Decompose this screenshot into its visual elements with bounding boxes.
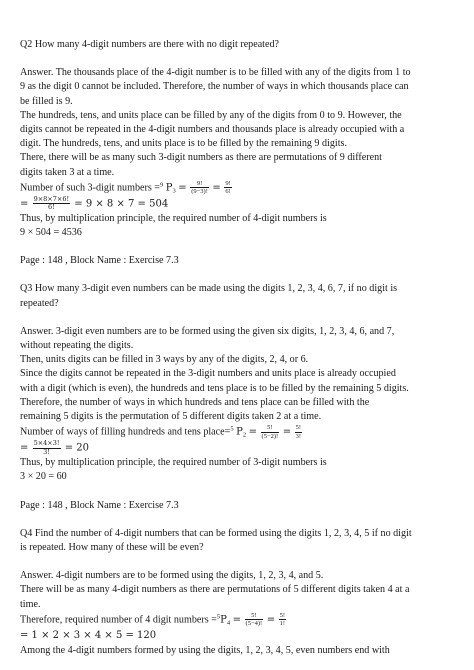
q3-answer-line: Since the digits cannot be repeated in the 3-digit numbers and units place is already occupied [20, 368, 396, 380]
q4-permutation-formula: Therefore, required number of 4 digit numbers $=^5P_4$ = $\frac{5!}{(5-4)!}$ = $\frac{5!}{1!}$ [20, 611, 286, 628]
q3-permutation-formula: Number of ways of filling hundreds and tens place=$^5$ $P_2$ = $\frac{5!}{(5-2)!}$ = $\frac{5!}{3!}$ [20, 424, 302, 440]
q2-answer-line: There, there will be as many such 3-digit numbers as there are permutations of 9 different [20, 152, 382, 164]
page-reference: Page : 148 , Block Name : Exercise 7.3 [20, 499, 179, 511]
q2-answer-line: The hundreds, tens, and units place can be filled by any of the digits from 0 to 9. However, the [20, 109, 402, 121]
q4-question-line: Q4 Find the number of 4-digit numbers that can be formed using the digits 1, 2, 3, 4, 5 if no digit [20, 527, 412, 539]
q4-answer-line: Answer. 4-digit numbers are to be formed using the digits, 1, 2, 3, 4, and 5. [20, 570, 324, 582]
q3-answer-line: remaining 5 digits is the permutation of 5 different digits taken 2 at a time. [20, 411, 322, 423]
q2-question: Q2 How many 4-digit numbers are there with no digit repeated? [20, 39, 279, 50]
fraction: $\frac{5!}{3!}$ [295, 424, 302, 440]
fraction: $\frac{5!}{(5-4)!}$ [245, 611, 263, 628]
page-reference: Page : 148 , Block Name : Exercise 7.3 [20, 255, 179, 267]
q2-answer-line: digits cannot be repeated in the 4-digit numbers and thousands place is already occupied with a [20, 124, 405, 136]
q4-simplification: = 1 × 2 × 3 × 4 × 5 = 120 [20, 629, 157, 641]
fraction: $\frac{9!}{(9-3)!}$ [191, 179, 208, 196]
q2-permutation-formula: Number of such 3-digit numbers =$^9$ $P_3$ = $\frac{9!}{(9-3)!}$ = $\frac{9!}{6!}$ [20, 179, 231, 196]
q2-answer-line: be filled is 9. [20, 95, 73, 107]
q2-answer-line: digits taken 3 at a time. [20, 166, 115, 178]
q2-answer-line: digit. The hundreds, tens, and units place is to be filled by the remaining 9 digits. [20, 138, 347, 150]
q2-conclusion: Thus, by multiplication principle, the required number of 4-digit numbers is [20, 212, 327, 224]
q3-answer-line: Answer. 3-digit even numbers are to be formed using the given six digits, 1, 2, 3, 4, 6, and 7, [20, 325, 395, 337]
q3-answer-line: without repeating the digits. [20, 340, 134, 352]
q3-simplification: = $\frac{5\times 4\times 3!}{3!}$ = 20 [20, 439, 89, 456]
fraction: $\frac{9!}{6!}$ [225, 179, 231, 196]
q2-answer-line: 9 as the digit 0 cannot be included. Therefore, the number of ways in which thousands place can [20, 81, 409, 93]
q3-answer-line: Then, units digits can be filled in 3 ways by any of the digits, 2, 4, or 6. [20, 354, 309, 366]
q4-last-line: Among the 4-digit numbers formed by using the digits, 1, 2, 3, 4, 5, even numbers end with [20, 644, 390, 656]
q3-question-line: Q3 How many 3-digit even numbers can be made using the digits 1, 2, 3, 4, 6, 7, if no digit is [20, 283, 398, 295]
q3-question-line: repeated? [20, 297, 59, 309]
q4-answer-line: time. [20, 598, 41, 610]
fraction: $\frac{5!}{1!}$ [279, 611, 286, 628]
q3-answer-line: with a digit (which is even), the hundreds and tens place is to be filled by the remaining 5 digits. [20, 382, 409, 394]
q2-answer-line: Answer. The thousands place of the 4-digit number is to be filled with any of the digits from 1 to [20, 67, 411, 79]
q3-answer-line: Therefore, the number of ways in which hundreds and tens place can be filled with the [20, 396, 370, 408]
q2-result: 9 × 504 = 4536 [20, 227, 82, 239]
fraction: $\frac{9\times 8\times 7\times 6!}{6!}$ [33, 194, 70, 212]
q3-result: 3 × 20 = 60 [20, 471, 67, 483]
q4-answer-line: There will be as many 4-digit numbers as there are permutations of 5 different digits taken 4 at a [20, 584, 410, 596]
fraction: $\frac{5!}{(5-2)!}$ [261, 424, 279, 440]
q3-conclusion: Thus, by multiplication principle, the required number of 3-digit numbers is [20, 457, 327, 469]
fraction: $\frac{5\times 4\times 3!}{3!}$ [33, 439, 60, 456]
q2-simplification: = $\frac{9\times 8\times 7\times 6!}{6!}$ = 9 × 8 × 7 = 504 [20, 194, 169, 212]
q4-question-line: is repeated. How many of these will be even? [20, 542, 204, 554]
